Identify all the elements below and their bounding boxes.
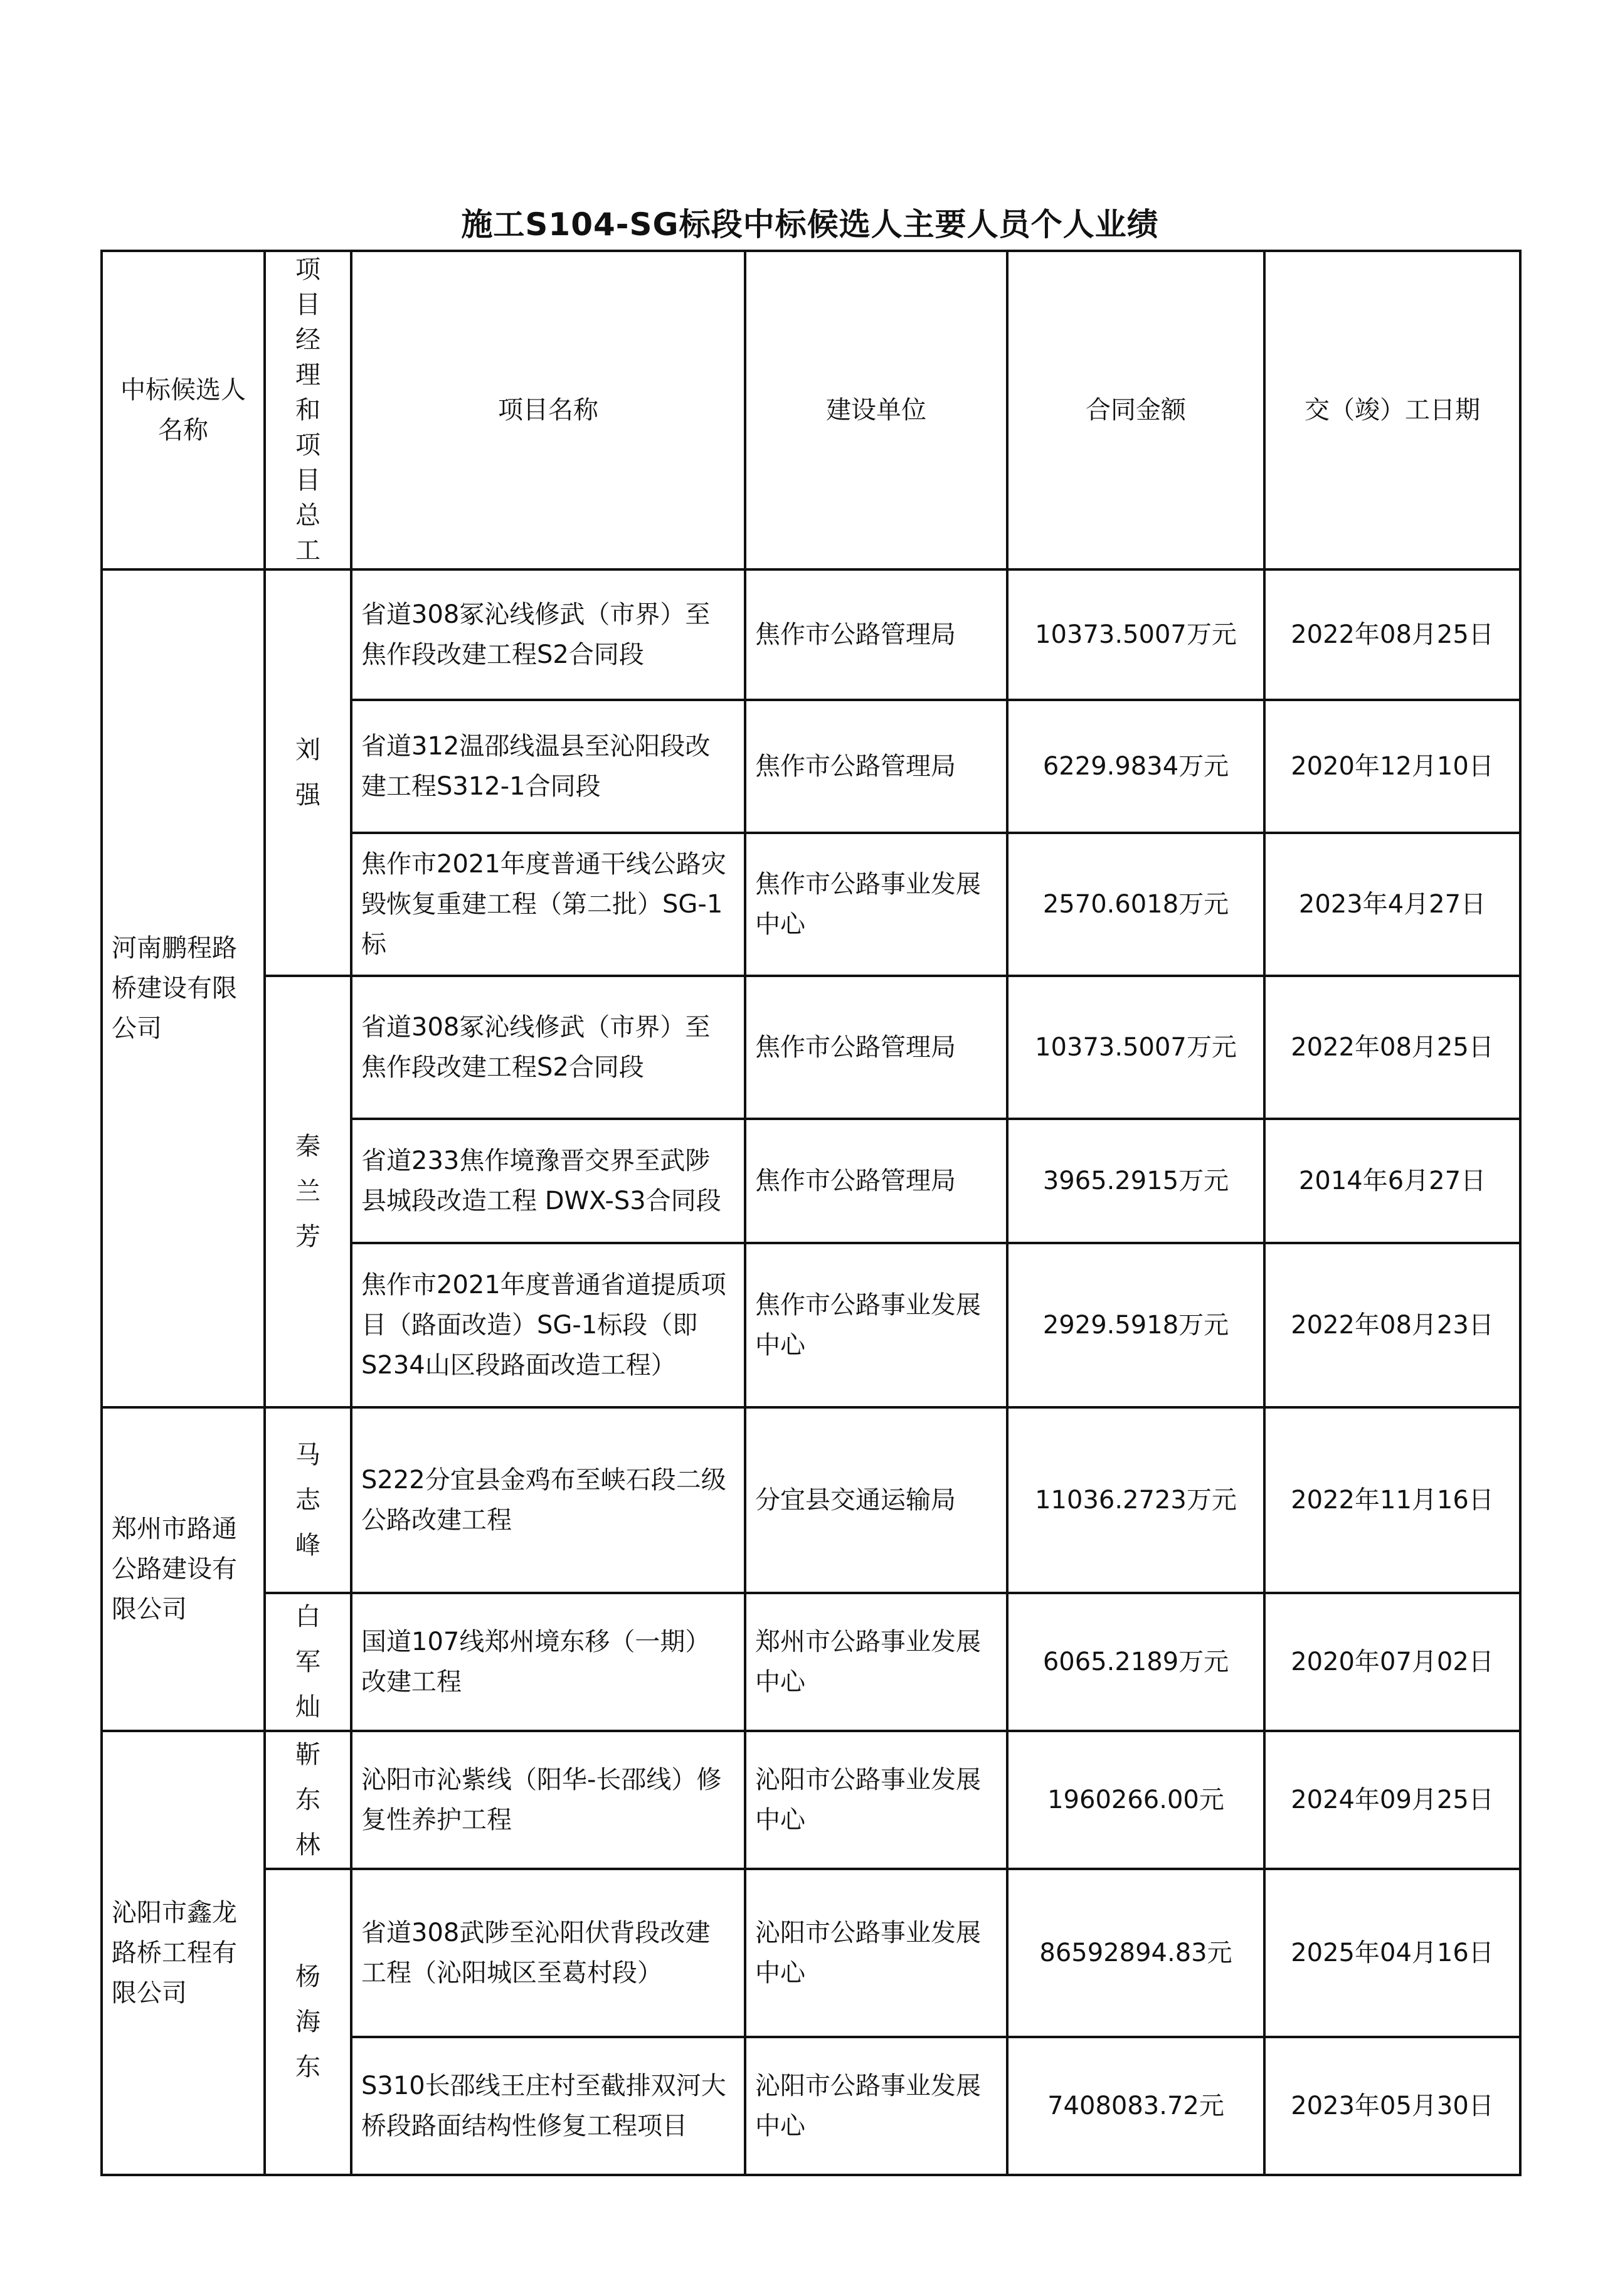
project-name: 省道308武陟至沁阳伏背段改建工程（沁阳城区至葛村段） bbox=[351, 1869, 745, 2037]
completion-date: 2020年12月10日 bbox=[1264, 700, 1520, 833]
header-role bbox=[265, 251, 351, 569]
owner-name: 焦作市公路事业发展中心 bbox=[745, 1243, 1007, 1407]
project-name: S310长邵线王庄村至截排双河大桥段路面结构性修复工程项目 bbox=[351, 2037, 745, 2175]
contract-amount: 1960266.00元 bbox=[1007, 1731, 1264, 1869]
project-name: 焦作市2021年度普通干线公路灾毁恢复重建工程（第二批）SG-1标 bbox=[351, 833, 745, 976]
owner-name: 焦作市公路事业发展中心 bbox=[745, 833, 1007, 976]
manager-name-text: 马志峰 bbox=[295, 1441, 320, 1560]
completion-date: 2023年4月27日 bbox=[1264, 833, 1520, 976]
completion-date: 2020年07月02日 bbox=[1264, 1593, 1520, 1731]
owner-name: 沁阳市公路事业发展中心 bbox=[745, 1869, 1007, 2037]
completion-date: 2023年05月30日 bbox=[1264, 2037, 1520, 2175]
table-row bbox=[102, 1593, 1520, 1731]
header-date: 交（竣）工日期 bbox=[1264, 251, 1520, 569]
manager-name-text: 靳东林 bbox=[295, 1740, 320, 1860]
contract-amount: 10373.5007万元 bbox=[1007, 569, 1264, 700]
project-name: 省道308冢沁线修武（市界）至焦作段改建工程S2合同段 bbox=[351, 976, 745, 1119]
project-name: 省道233焦作境豫晋交界至武陟县城段改造工程 DWX-S3合同段 bbox=[351, 1119, 745, 1243]
header-company: 中标候选人名称 bbox=[102, 251, 265, 569]
table-row bbox=[102, 976, 1520, 1119]
contract-amount: 11036.2723万元 bbox=[1007, 1407, 1264, 1593]
manager-name-text: 白军灿 bbox=[295, 1602, 320, 1722]
contract-amount: 6229.9834万元 bbox=[1007, 700, 1264, 833]
table-row bbox=[102, 1731, 1520, 1869]
manager-name bbox=[265, 1407, 351, 1593]
table-row bbox=[102, 1407, 1520, 1593]
owner-name: 焦作市公路管理局 bbox=[745, 569, 1007, 700]
owner-name: 分宜县交通运输局 bbox=[745, 1407, 1007, 1593]
completion-date: 2022年11月16日 bbox=[1264, 1407, 1520, 1593]
contract-amount: 6065.2189万元 bbox=[1007, 1593, 1264, 1731]
owner-name: 沁阳市公路事业发展中心 bbox=[745, 2037, 1007, 2175]
contract-amount: 3965.2915万元 bbox=[1007, 1119, 1264, 1243]
manager-name bbox=[265, 1593, 351, 1731]
project-name: S222分宜县金鸡布至峡石段二级公路改建工程 bbox=[351, 1407, 745, 1593]
contract-amount: 7408083.72元 bbox=[1007, 2037, 1264, 2175]
contract-amount: 2929.5918万元 bbox=[1007, 1243, 1264, 1407]
completion-date: 2025年04月16日 bbox=[1264, 1869, 1520, 2037]
completion-date: 2024年09月25日 bbox=[1264, 1731, 1520, 1869]
page-title: 施工S104-SG标段中标候选人主要人员个人业绩 bbox=[461, 206, 1159, 243]
header-project: 项目名称 bbox=[351, 251, 745, 569]
project-name: 沁阳市沁紫线（阳华-长邵线）修复性养护工程 bbox=[351, 1731, 745, 1869]
table-row bbox=[102, 1869, 1520, 2037]
owner-name: 郑州市公路事业发展中心 bbox=[745, 1593, 1007, 1731]
manager-name-text: 杨海东 bbox=[295, 1962, 320, 2082]
manager-name bbox=[265, 1731, 351, 1869]
header-role-text: 项目经理和项目总工 bbox=[295, 255, 320, 565]
manager-name bbox=[265, 976, 351, 1407]
completion-date: 2022年08月25日 bbox=[1264, 569, 1520, 700]
contract-amount: 86592894.83元 bbox=[1007, 1869, 1264, 2037]
manager-name-text: 刘强 bbox=[295, 736, 320, 810]
owner-name: 焦作市公路管理局 bbox=[745, 976, 1007, 1119]
company-name: 沁阳市鑫龙路桥工程有限公司 bbox=[102, 1731, 265, 2175]
table-header-row bbox=[102, 251, 1520, 569]
performance-table bbox=[100, 250, 1522, 2176]
project-name: 省道308冢沁线修武（市界）至焦作段改建工程S2合同段 bbox=[351, 569, 745, 700]
header-owner: 建设单位 bbox=[745, 251, 1007, 569]
project-name: 省道312温邵线温县至沁阳段改建工程S312-1合同段 bbox=[351, 700, 745, 833]
owner-name: 焦作市公路管理局 bbox=[745, 700, 1007, 833]
contract-amount: 10373.5007万元 bbox=[1007, 976, 1264, 1119]
contract-amount: 2570.6018万元 bbox=[1007, 833, 1264, 976]
project-name: 焦作市2021年度普通省道提质项目（路面改造）SG-1标段（即S234山区段路面改造工程） bbox=[351, 1243, 745, 1407]
manager-name bbox=[265, 569, 351, 976]
company-name: 郑州市路通公路建设有限公司 bbox=[102, 1407, 265, 1731]
manager-name bbox=[265, 1869, 351, 2175]
manager-name-text: 秦兰芳 bbox=[295, 1132, 320, 1251]
project-name: 国道107线郑州境东移（一期）改建工程 bbox=[351, 1593, 745, 1731]
completion-date: 2022年08月23日 bbox=[1264, 1243, 1520, 1407]
header-amount: 合同金额 bbox=[1007, 251, 1264, 569]
company-name: 河南鹏程路桥建设有限公司 bbox=[102, 569, 265, 1407]
owner-name: 沁阳市公路事业发展中心 bbox=[745, 1731, 1007, 1869]
completion-date: 2014年6月27日 bbox=[1264, 1119, 1520, 1243]
completion-date: 2022年08月25日 bbox=[1264, 976, 1520, 1119]
owner-name: 焦作市公路管理局 bbox=[745, 1119, 1007, 1243]
table-row bbox=[102, 569, 1520, 700]
